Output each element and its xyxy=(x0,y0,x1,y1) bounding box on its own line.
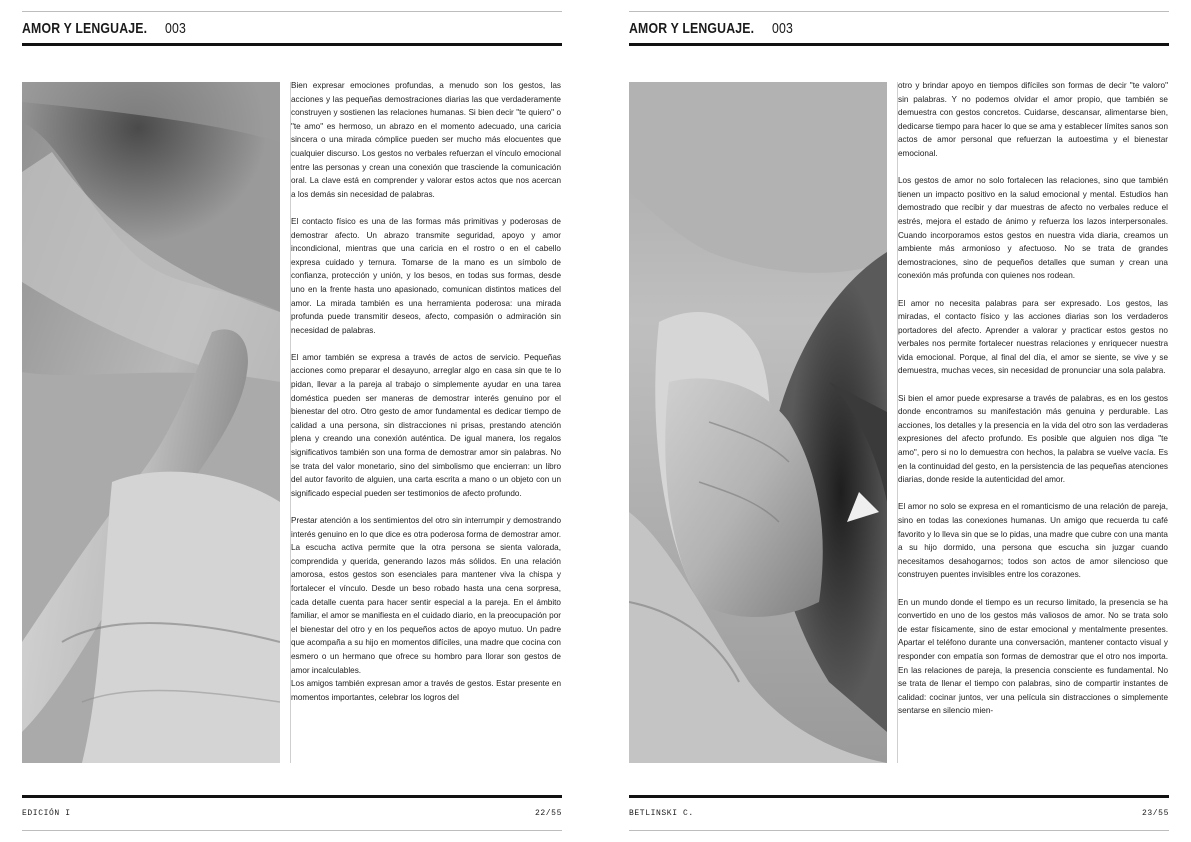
page-title xyxy=(22,19,191,39)
title-number: 003 xyxy=(772,20,794,37)
paragraph: Los amigos también expresan amor a través de gestos. Estar presente en momentos importantes, celebrar los logros del xyxy=(291,679,561,702)
paragraph: El amor no solo se expresa en el romanticismo de una relación de pareja, sino en todas las conexiones humanas. Un amigo que recuerda tu café favorito y lo lleva sin que se lo pidas, una madre que cubre con una manta a su hijo dormido, una persona que escucha sin juzgar cuando necesitamos desahogarnos; todos son actos de amor silencioso que construyen puentes invisibles entre los corazones. xyxy=(898,502,1168,580)
photo-hands-embrace xyxy=(629,82,887,763)
footer-edition: EDICIÓN I xyxy=(22,809,71,818)
title-text: AMOR Y LENGUAJE. xyxy=(629,20,755,37)
article-column xyxy=(291,79,561,769)
page-number: 22/55 xyxy=(534,809,562,818)
header-top-rule xyxy=(629,11,1169,12)
left-page xyxy=(22,0,562,842)
photo-neck-hand xyxy=(22,82,280,763)
page-title xyxy=(629,19,798,39)
footer-author: BETLINSKI C. xyxy=(629,809,694,818)
paragraph: En un mundo donde el tiempo es un recurso limitado, la presencia se ha convertido en uno de los gestos más valiosos de amor. No se trata solo de estar físicamente, sino de estar emocional y mentalmente presentes. Apartar el teléfono durante una conversación, mantener contacto visual y responder con empatía son formas de demostrar que el otro nos importa. En las relaciones de pareja, la presencia consciente es fundamental. No se trata de llenar el tiempo con palabras, sino de compartir instantes de calidad: cocinar juntos, ver una película sin distracciones o simplemente sentarse en silencio mien- xyxy=(898,597,1168,716)
footer-top-rule xyxy=(629,795,1169,798)
paragraph: Bien expresar emociones profundas, a menudo son los gestos, las acciones y las pequeñas demostraciones diarias las que verdaderamente construyen y sostienen las relaciones humanas. Si bien decir "te quiero" o "te amo" es hermoso, un abrazo en el momento adecuado, una caricia sincera o una mirada cómplice pueden ser mucho más elocuentes que cualquier discurso. Los gestos no verbales refuerzan el vínculo emocional entre las personas y crean una conexión que trasciende la comunicación oral. La clave está en comprender y valorar estos actos que nos acercan a los demás sin necesidad de palabras. xyxy=(291,81,561,199)
footer-bottom-rule xyxy=(629,830,1169,831)
paragraph: El contacto físico es una de las formas más primitivas y poderosas de demostrar afecto. Un abrazo transmite seguridad, apoyo y amor incondicional, mientras que una caricia en el rostro o en el cabello expresa cuidado y ternura. Tomarse de la mano es un símbolo de confianza, protección y unión, y los besos, en todas sus formas, desde uno en la frente hasta uno apasionado, comunican distintos matices del amor. La mirada también es una herramienta poderosa: una mirada profunda puede transmitir deseos, afecto, compasión o admiración sin necesidad de palabras. xyxy=(291,216,561,335)
header-bottom-rule xyxy=(22,43,562,46)
right-page xyxy=(629,0,1169,842)
paragraph: Si bien el amor puede expresarse a través de palabras, es en los gestos donde encontramos su manifestación más genuina y perdurable. Las acciones, los detalles y la presencia en la vida del otro son las verdaderas expresiones del afecto profundo. Es posible que alguien nos diga "te amo", pero si no lo demuestra con hechos, la palabra se vuelve vacía. Es en la continuidad del gesto, en la persistencia de las pequeñas atenciones diarias, donde reside la autenticidad del amor. xyxy=(898,393,1168,485)
page-number: 23/55 xyxy=(1141,809,1169,818)
paragraph: otro y brindar apoyo en tiempos difíciles son formas de decir "te valoro" sin palabras. Y no podemos olvidar el amor propio, que también se demuestra con gestos concretos. Cuidarse, descansar, alimentarse bien, dedicarse tiempo para hacer lo que se ama y establecer límites sanos son actos de amor personal que refuerzan la autoestima y el bienestar emocional. xyxy=(898,81,1168,158)
paragraph: Los gestos de amor no solo fortalecen las relaciones, sino que también tienen un impacto positivo en la salud emocional y mental. Estudios han demostrado que recibir y dar muestras de afecto no verbales reduce el estrés, mejora el estado de ánimo y refuerza los lazos interpersonales. Cuando incorporamos estos gestos en nuestra vida diaria, creamos un ambiente más armonioso y afectuoso. No se trata de grandes demostraciones, sino de pequeños detalles que suman y crean una conexión más profunda con quienes nos rodean. xyxy=(898,176,1168,281)
title-number: 003 xyxy=(165,20,187,37)
title-text: AMOR Y LENGUAJE. xyxy=(22,20,148,37)
article-column xyxy=(898,79,1168,769)
paragraph: El amor no necesita palabras para ser expresado. Los gestos, las miradas, el contacto físico y las acciones diarias son los verdaderos portadores del afecto. Aprender a valorar y practicar estos gestos no verbales nos permite fortalecer nuestras relaciones y enriquecer nuestra vida emocional. Porque, al final del día, el amor se siente, se vive y se demuestra, muchas veces, sin necesidad de pronunciar una sola palabra. xyxy=(898,298,1168,376)
footer-bottom-rule xyxy=(22,830,562,831)
paragraph: Prestar atención a los sentimientos del otro sin interrumpir y demostrando interés genuino en lo que dice es otra poderosa forma de demostrar amor. La escucha activa permite que la otra persona se sienta valorada, comprendida y querida, generando lazos más sólidos. En una relación amorosa, estos gestos son esenciales para mantener viva la chispa y fortalecer el vínculo. Desde un beso robado hasta una cena sorpresa, cada detalle cuenta para hacer sentir especial a la pareja. En el ámbito familiar, el amor se manifiesta en el cuidado diario, en la preocupación por el bienestar del otro y en los pequeños actos de apoyo mutuo. Un padre que acompaña a su hijo en momentos difíciles, una madre que cocina con esmero o un hermano que ofrece su hombro para llorar son gestos de amor incalculables. xyxy=(291,516,561,675)
header-bottom-rule xyxy=(629,43,1169,46)
header-top-rule xyxy=(22,11,562,12)
footer-top-rule xyxy=(22,795,562,798)
paragraph: El amor también se expresa a través de actos de servicio. Pequeñas acciones como preparar el desayuno, arreglar algo en casa sin que te lo pidan, llevar a la pareja al trabajo o simplemente ayudar en una tarea doméstica pueden ser maneras de demostrar interés genuino por el bienestar del otro. Otro gesto de amor fundamental es dedicar tiempo de calidad a una persona, sin distracciones ni prisas, prestando atención plena y creando una conexión auténtica. De igual manera, los regalos significativos también son una forma de demostrar amor sin palabras. No se trata del valor monetario, sino del simbolismo que encierran: un libro del autor favorito de alguien, una carta escrita a mano o un objeto con un significado especial pueden ser testimonios de afecto profundo. xyxy=(291,352,561,498)
